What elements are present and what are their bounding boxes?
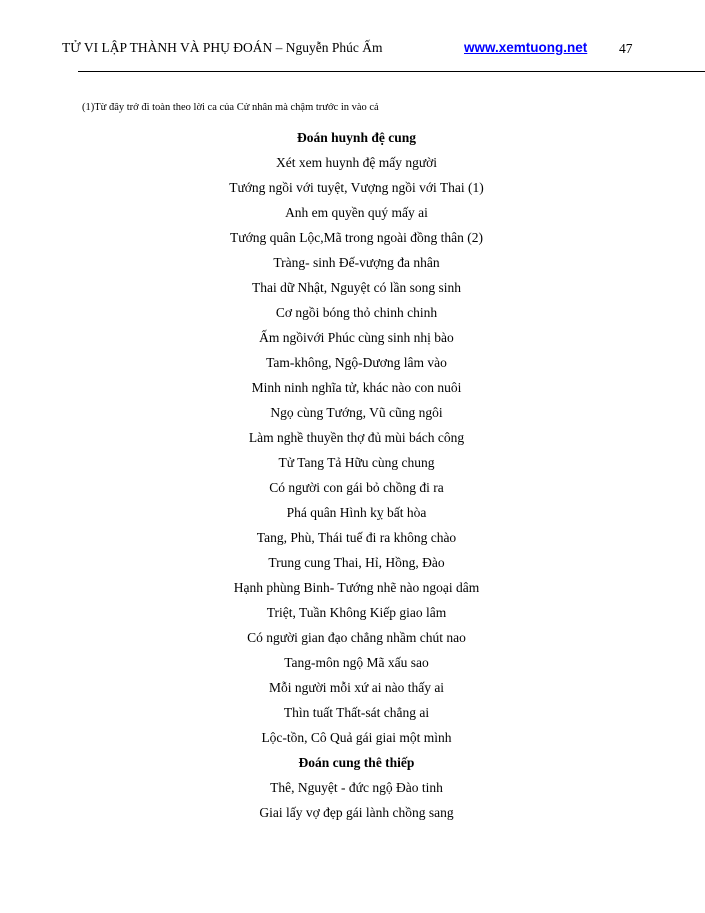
poem-line: Thai dữ Nhật, Nguyệt có lần song sinh (251, 280, 462, 295)
poem-line: Tràng- sinh Đế-vượng đa nhân (273, 255, 440, 270)
section-heading: Đoán cung thê thiếp (298, 755, 415, 770)
poem-line: Cơ ngồi bóng thỏ chinh chinh (275, 305, 438, 320)
poem-line: Có người con gái bỏ chồng đi ra (269, 480, 444, 495)
website-link[interactable]: www.xemtuong.net (464, 40, 588, 55)
poem-line: Làm nghề thuyền thợ đủ mùi bách công (248, 430, 465, 445)
poem-line: Tang, Phù, Thái tuế đi ra không chào (256, 530, 457, 545)
poem-line: Xét xem huynh đệ mấy người (275, 155, 438, 170)
page-number: 47 (619, 41, 633, 56)
header-divider (78, 71, 705, 72)
poem-line: Tướng quân Lộc,Mã trong ngoài đồng thân (2) (230, 230, 483, 245)
section-heading: Đoán huynh đệ cung (297, 130, 416, 145)
poem-line: Thê, Nguyệt - đức ngộ Đào tinh (270, 780, 443, 795)
poem-line: Hạnh phùng Binh- Tướng nhẽ nào ngoại dâm (233, 580, 480, 595)
header-title: TỬ VI LẬP THÀNH VÀ PHỤ ĐOÁN – Nguyễn Phúc Ấm (62, 40, 383, 55)
poem-line: Tử Tang Tả Hữu cùng chung (278, 455, 435, 470)
poem-line: Ấm ngồivới Phúc cùng sinh nhị bào (259, 330, 454, 345)
poem-line: Tam-không, Ngộ-Dương lâm vào (266, 355, 447, 370)
poem-line: Triệt, Tuần Không Kiếp giao lâm (266, 605, 447, 620)
poem-line: Minh ninh nghĩa tử, khác nào con nuôi (251, 380, 462, 395)
poem-line: Mỗi người mỗi xứ ai nào thấy ai (268, 680, 445, 695)
poem-line: Ngọ cùng Tướng, Vũ cũng ngôi (270, 405, 443, 420)
poem-body (0, 125, 705, 825)
poem-line: Thìn tuất Thất-sát chẳng ai (283, 705, 430, 720)
poem-line: Anh em quyền quý mấy ai (285, 205, 428, 220)
poem-line: Tướng ngồi với tuyệt, Vượng ngồi với Thai (1) (229, 180, 484, 195)
poem-line: Phá quân Hình kỵ bất hòa (286, 505, 427, 520)
poem-line: Trung cung Thai, Hỉ, Hồng, Đào (268, 555, 445, 570)
poem-line: Lộc-tồn, Cô Quả gái giai một mình (261, 730, 452, 745)
poem-line: Giai lấy vợ đẹp gái lành chồng sang (259, 805, 454, 820)
poem-line: Có người gian đạo chẳng nhầm chút nao (247, 630, 466, 645)
footnote: (1)Từ đây trở đi toàn theo lời ca của Cử nhân mà chậm trước in vào cả (82, 102, 379, 113)
poem-line: Tang-môn ngộ Mã xấu sao (284, 655, 429, 670)
